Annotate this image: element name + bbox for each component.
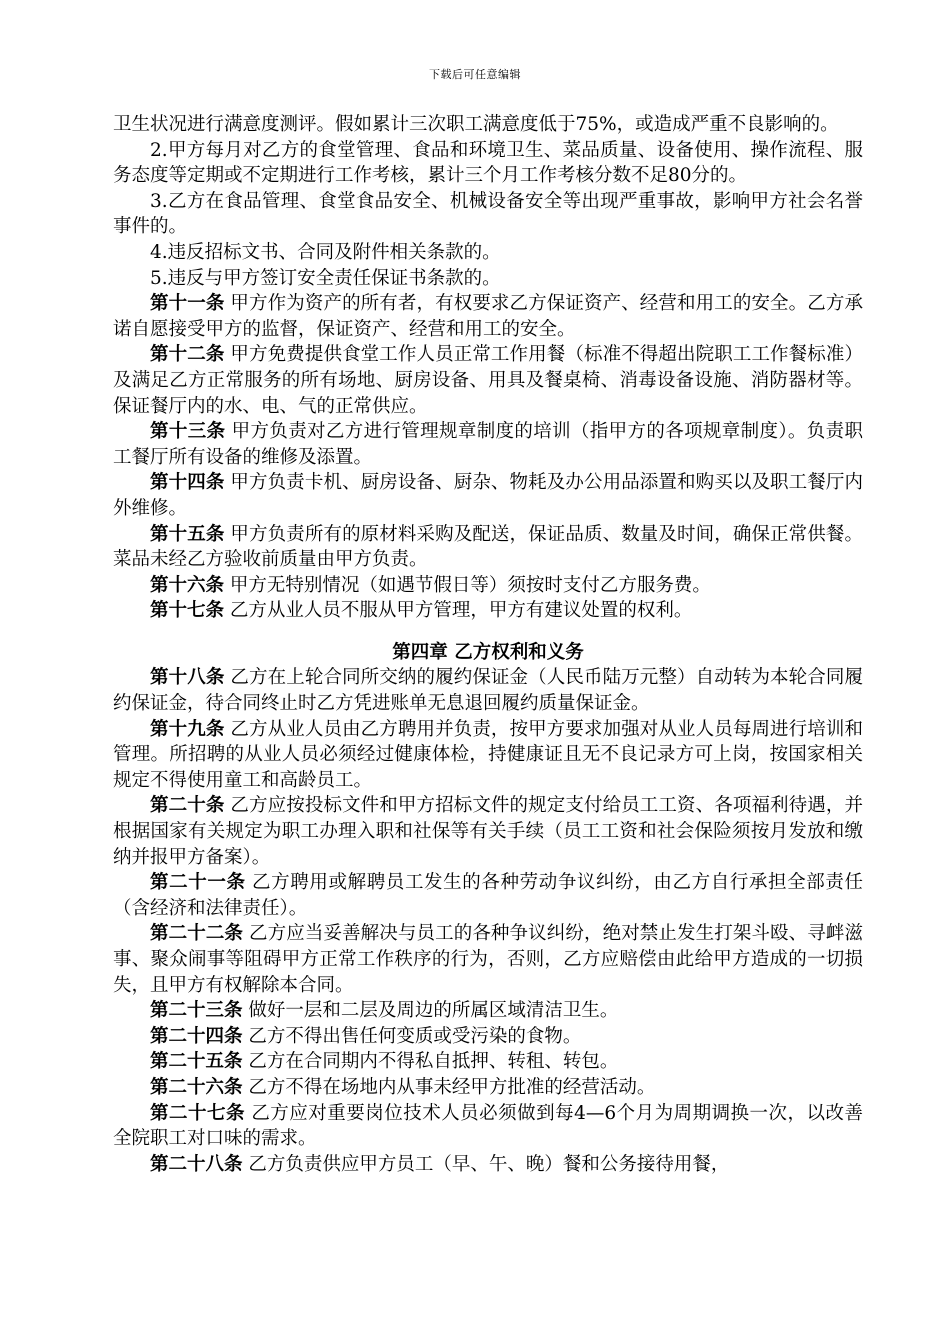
article-number: 第十九条 <box>150 718 225 740</box>
article-text: 甲方负责卡机、厨房设备、厨杂、物耗及办公用品添置和购买以及职工餐厅内外维修。 <box>113 472 863 519</box>
article-number: 第二十二条 <box>150 923 244 945</box>
paragraph-text: 5.违反与甲方签订安全责任保证书条款的。 <box>150 267 501 289</box>
paragraph-text: 3.乙方在食品管理、食堂食品安全、机械设备安全等出现严重事故，影响甲方社会名誉事件的。 <box>113 190 863 238</box>
article-number: 第二十六条 <box>150 1076 243 1098</box>
article-17 <box>113 598 863 624</box>
paragraph-text: 4.违反招标文书、合同及附件相关条款的。 <box>150 241 501 263</box>
article-11 <box>113 291 863 342</box>
article-28 <box>113 1152 863 1178</box>
paragraph <box>113 189 863 240</box>
article-number: 第二十四条 <box>150 1025 243 1047</box>
article-text: 乙方聘用或解聘员工发生的各种劳动争议纠纷，由乙方自行承担全部责任（含经济和法律责任）。 <box>113 872 863 919</box>
article-23 <box>113 998 863 1024</box>
article-number: 第二十三条 <box>150 1000 243 1022</box>
article-text: 乙方负责供应甲方员工（早、午、晚）餐和公务接待用餐， <box>242 1153 730 1175</box>
article-number: 第十六条 <box>150 574 225 596</box>
article-16 <box>113 573 863 599</box>
article-text: 乙方从业人员由乙方聘用并负责，按甲方要求加强对从业人员每周进行培训和管理。所招聘的从业人员必须经过健康体检，持健康证且无不良记录方可上岗，按国家相关规定不得使用童工和高龄员工。 <box>113 718 863 791</box>
article-number: 第二十五条 <box>150 1051 243 1073</box>
article-27 <box>113 1101 863 1152</box>
article-number: 第十二条 <box>150 344 225 366</box>
article-text: 乙方应对重要岗位技术人员必须做到每4—6个月为周期调换一次，以改善全院职工对口味的需求。 <box>113 1102 863 1150</box>
article-text: 乙方在合同期内不得私自抵押、转租、转包。 <box>242 1051 619 1073</box>
article-22 <box>113 921 863 998</box>
article-20 <box>113 793 863 870</box>
article-text: 甲方负责所有的原材料采购及配送，保证品质、数量及时间，确保正常供餐。菜品未经乙方验收前质量由甲方负责。 <box>113 523 863 571</box>
article-number: 第二十条 <box>150 795 225 817</box>
paragraph-text: 卫生状况进行满意度测评。假如累计三次职工满意度低于75%，或造成严重不良影响的。 <box>113 114 839 135</box>
article-text: 甲方免费提供食堂工作人员正常工作用餐（标准不得超出院职工工作餐标准）及满足乙方正常服务的所有场地、厨房设备、用具及餐桌椅、消毒设备设施、消防器材等。保证餐厅内的水、电、气的正常供应。 <box>113 344 863 417</box>
article-26 <box>113 1075 863 1101</box>
article-15 <box>113 522 863 573</box>
article-number: 第十一条 <box>150 293 225 315</box>
paragraph <box>113 240 863 266</box>
paragraph-text: 2.甲方每月对乙方的食堂管理、食品和环境卫生、菜品质量、设备使用、操作流程、服务态度等定期或不定期进行工作考核，累计三个月工作考核分数不足80分的。 <box>113 139 863 187</box>
article-21 <box>113 870 863 921</box>
article-number: 第十三条 <box>150 421 226 443</box>
article-text: 乙方从业人员不服从甲方管理，甲方有建议处置的权利。 <box>224 600 693 622</box>
article-text: 甲方负责对乙方进行管理规章制度的培训（指甲方的各项规章制度）。负责职工餐厅所有设备的维修及添置。 <box>113 421 863 468</box>
article-number: 第二十七条 <box>150 1102 245 1124</box>
article-number: 第二十八条 <box>150 1153 243 1175</box>
article-12 <box>113 342 863 419</box>
article-number: 第十七条 <box>150 600 225 622</box>
article-text: 乙方应按投标文件和甲方招标文件的规定支付给员工工资、各项福利待遇，并根据国家有关规定为职工办理入职和社保等有关手续（员工工资和社会保险须按月发放和缴纳并报甲方备案）。 <box>113 795 863 868</box>
article-text: 乙方不得出售任何变质或受污染的食物。 <box>242 1025 582 1047</box>
paragraph <box>113 266 863 292</box>
article-24 <box>113 1024 863 1050</box>
paragraph <box>113 112 863 138</box>
article-text: 做好一层和二层及周边的所属区域清洁卫生。 <box>242 1000 619 1022</box>
document-body <box>113 112 863 1177</box>
article-text: 甲方无特别情况（如遇节假日等）须按时支付乙方服务费。 <box>224 574 711 596</box>
article-13 <box>113 419 863 470</box>
article-number: 第十四条 <box>150 472 225 494</box>
article-text: 甲方作为资产的所有者，有权要求乙方保证资产、经营和用工的安全。乙方承诺自愿接受甲方的监督，保证资产、经营和用工的安全。 <box>113 293 863 340</box>
article-14 <box>113 470 863 521</box>
article-number: 第二十一条 <box>150 872 246 894</box>
article-text: 乙方应当妥善解决与员工的各种争议纠纷，绝对禁止发生打架斗殴、寻衅滋事、聚众闹事等阻碍甲方正常工作秩序的行为，否则，乙方应赔偿由此给甲方造成的一切损失，且甲方有权解除本合同。 <box>113 923 863 996</box>
article-25 <box>113 1049 863 1075</box>
article-18 <box>113 665 863 716</box>
paragraph <box>113 138 863 189</box>
article-text: 乙方在上轮合同所交纳的履约保证金（人民币陆万元整）自动转为本轮合同履约保证金，待合同终止时乙方凭进账单无息退回履约质量保证金。 <box>113 667 863 715</box>
article-number: 第十五条 <box>150 523 225 545</box>
article-19 <box>113 717 863 794</box>
page-header: 下载后可任意编辑 <box>429 68 521 81</box>
article-number: 第十八条 <box>150 667 225 689</box>
chapter-heading: 第四章 乙方权利和义务 <box>392 641 584 663</box>
article-text: 乙方不得在场地内从事未经甲方批准的经营活动。 <box>242 1076 656 1098</box>
